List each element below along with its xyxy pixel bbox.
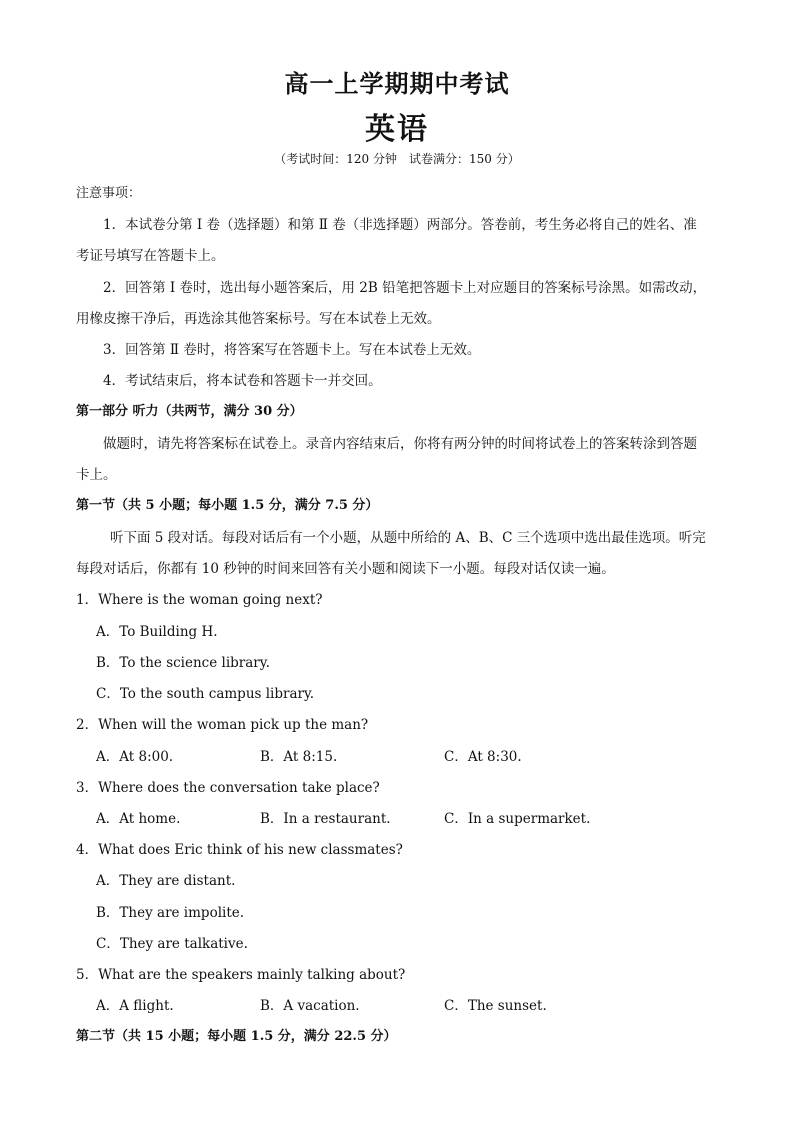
part1-heading: 第一部分 听力（共两节，满分 30 分） bbox=[76, 404, 303, 419]
question-4-option-c: C．They are talkative. bbox=[96, 936, 248, 952]
question-1-option-c: C．To the south campus library. bbox=[96, 686, 315, 702]
section1-instruction-line-1: 听下面 5 段对话。每段对话后有一个小题，从题中所给的 A、B、C 三个选项中选出最佳选项。听完 bbox=[110, 530, 706, 546]
question-2-option-b: B．At 8:15. bbox=[260, 749, 338, 765]
question-4-option-a: A．They are distant. bbox=[96, 873, 236, 889]
question-3-option-a: A．At home. bbox=[96, 811, 181, 827]
question-1-option-b: B．To the science library. bbox=[96, 655, 270, 671]
question-1-option-a: A．To Building H. bbox=[96, 624, 218, 640]
part1-instruction-line-2: 卡上。 bbox=[76, 467, 117, 483]
note-item-2-line-2: 用橡皮擦干净后，再选涂其他答案标号。写在本试卷上无效。 bbox=[76, 311, 441, 327]
notes-heading: 注意事项： bbox=[76, 186, 142, 201]
question-2-stem: 2．When will the woman pick up the man? bbox=[76, 717, 369, 733]
exam-subject: 英语 bbox=[365, 112, 429, 147]
question-2-option-c: C．At 8:30. bbox=[444, 749, 522, 765]
question-1-stem: 1．Where is the woman going next? bbox=[76, 592, 323, 608]
question-5-stem: 5．What are the speakers mainly talking about? bbox=[76, 967, 406, 983]
question-2-option-a: A．At 8:00. bbox=[96, 749, 174, 765]
question-3-option-c: C．In a supermarket. bbox=[444, 811, 591, 827]
section2-heading: 第二节（共 15 小题；每小题 1.5 分，满分 22.5 分） bbox=[76, 1029, 397, 1044]
question-4-option-b: B．They are impolite. bbox=[96, 905, 245, 921]
question-5-option-c: C．The sunset. bbox=[444, 998, 547, 1014]
note-item-1-line-1: 1．本试卷分第 Ⅰ 卷（选择题）和第 Ⅱ 卷（非选择题）两部分。答卷前，考生务必将自己的姓名、准 bbox=[103, 217, 697, 233]
exam-title: 高一上学期期中考试 bbox=[284, 69, 510, 98]
question-3-option-b: B．In a restaurant. bbox=[260, 811, 391, 827]
note-item-4: 4．考试结束后，将本试卷和答题卡一并交回。 bbox=[103, 373, 382, 389]
section1-heading: 第一节（共 5 小题；每小题 1.5 分，满分 7.5 分） bbox=[76, 498, 379, 513]
question-5-option-a: A．A flight. bbox=[96, 998, 174, 1014]
note-item-3: 3．回答第 Ⅱ 卷时，将答案写在答题卡上。写在本试卷上无效。 bbox=[103, 342, 481, 358]
note-item-1-line-2: 考证号填写在答题卡上。 bbox=[76, 248, 225, 264]
question-5-option-b: B．A vacation. bbox=[260, 998, 360, 1014]
section1-instruction-line-2: 每段对话后，你都有 10 秒钟的时间来回答有关小题和阅读下一小题。每段对话仅读一遍。 bbox=[76, 561, 615, 577]
exam-info: （考试时间：120 分钟 试卷满分：150 分） bbox=[274, 152, 520, 166]
note-item-2-line-1: 2．回答第 Ⅰ 卷时，选出每小题答案后，用 2B 铅笔把答题卡上对应题目的答案标号涂黑。如需改动， bbox=[103, 280, 707, 296]
question-4-stem: 4．What does Eric think of his new classmates? bbox=[76, 842, 403, 858]
part1-instruction-line-1: 做题时，请先将答案标在试卷上。录音内容结束后，你将有两分钟的时间将试卷上的答案转涂到答题 bbox=[103, 436, 697, 452]
question-3-stem: 3．Where does the conversation take place? bbox=[76, 780, 380, 796]
